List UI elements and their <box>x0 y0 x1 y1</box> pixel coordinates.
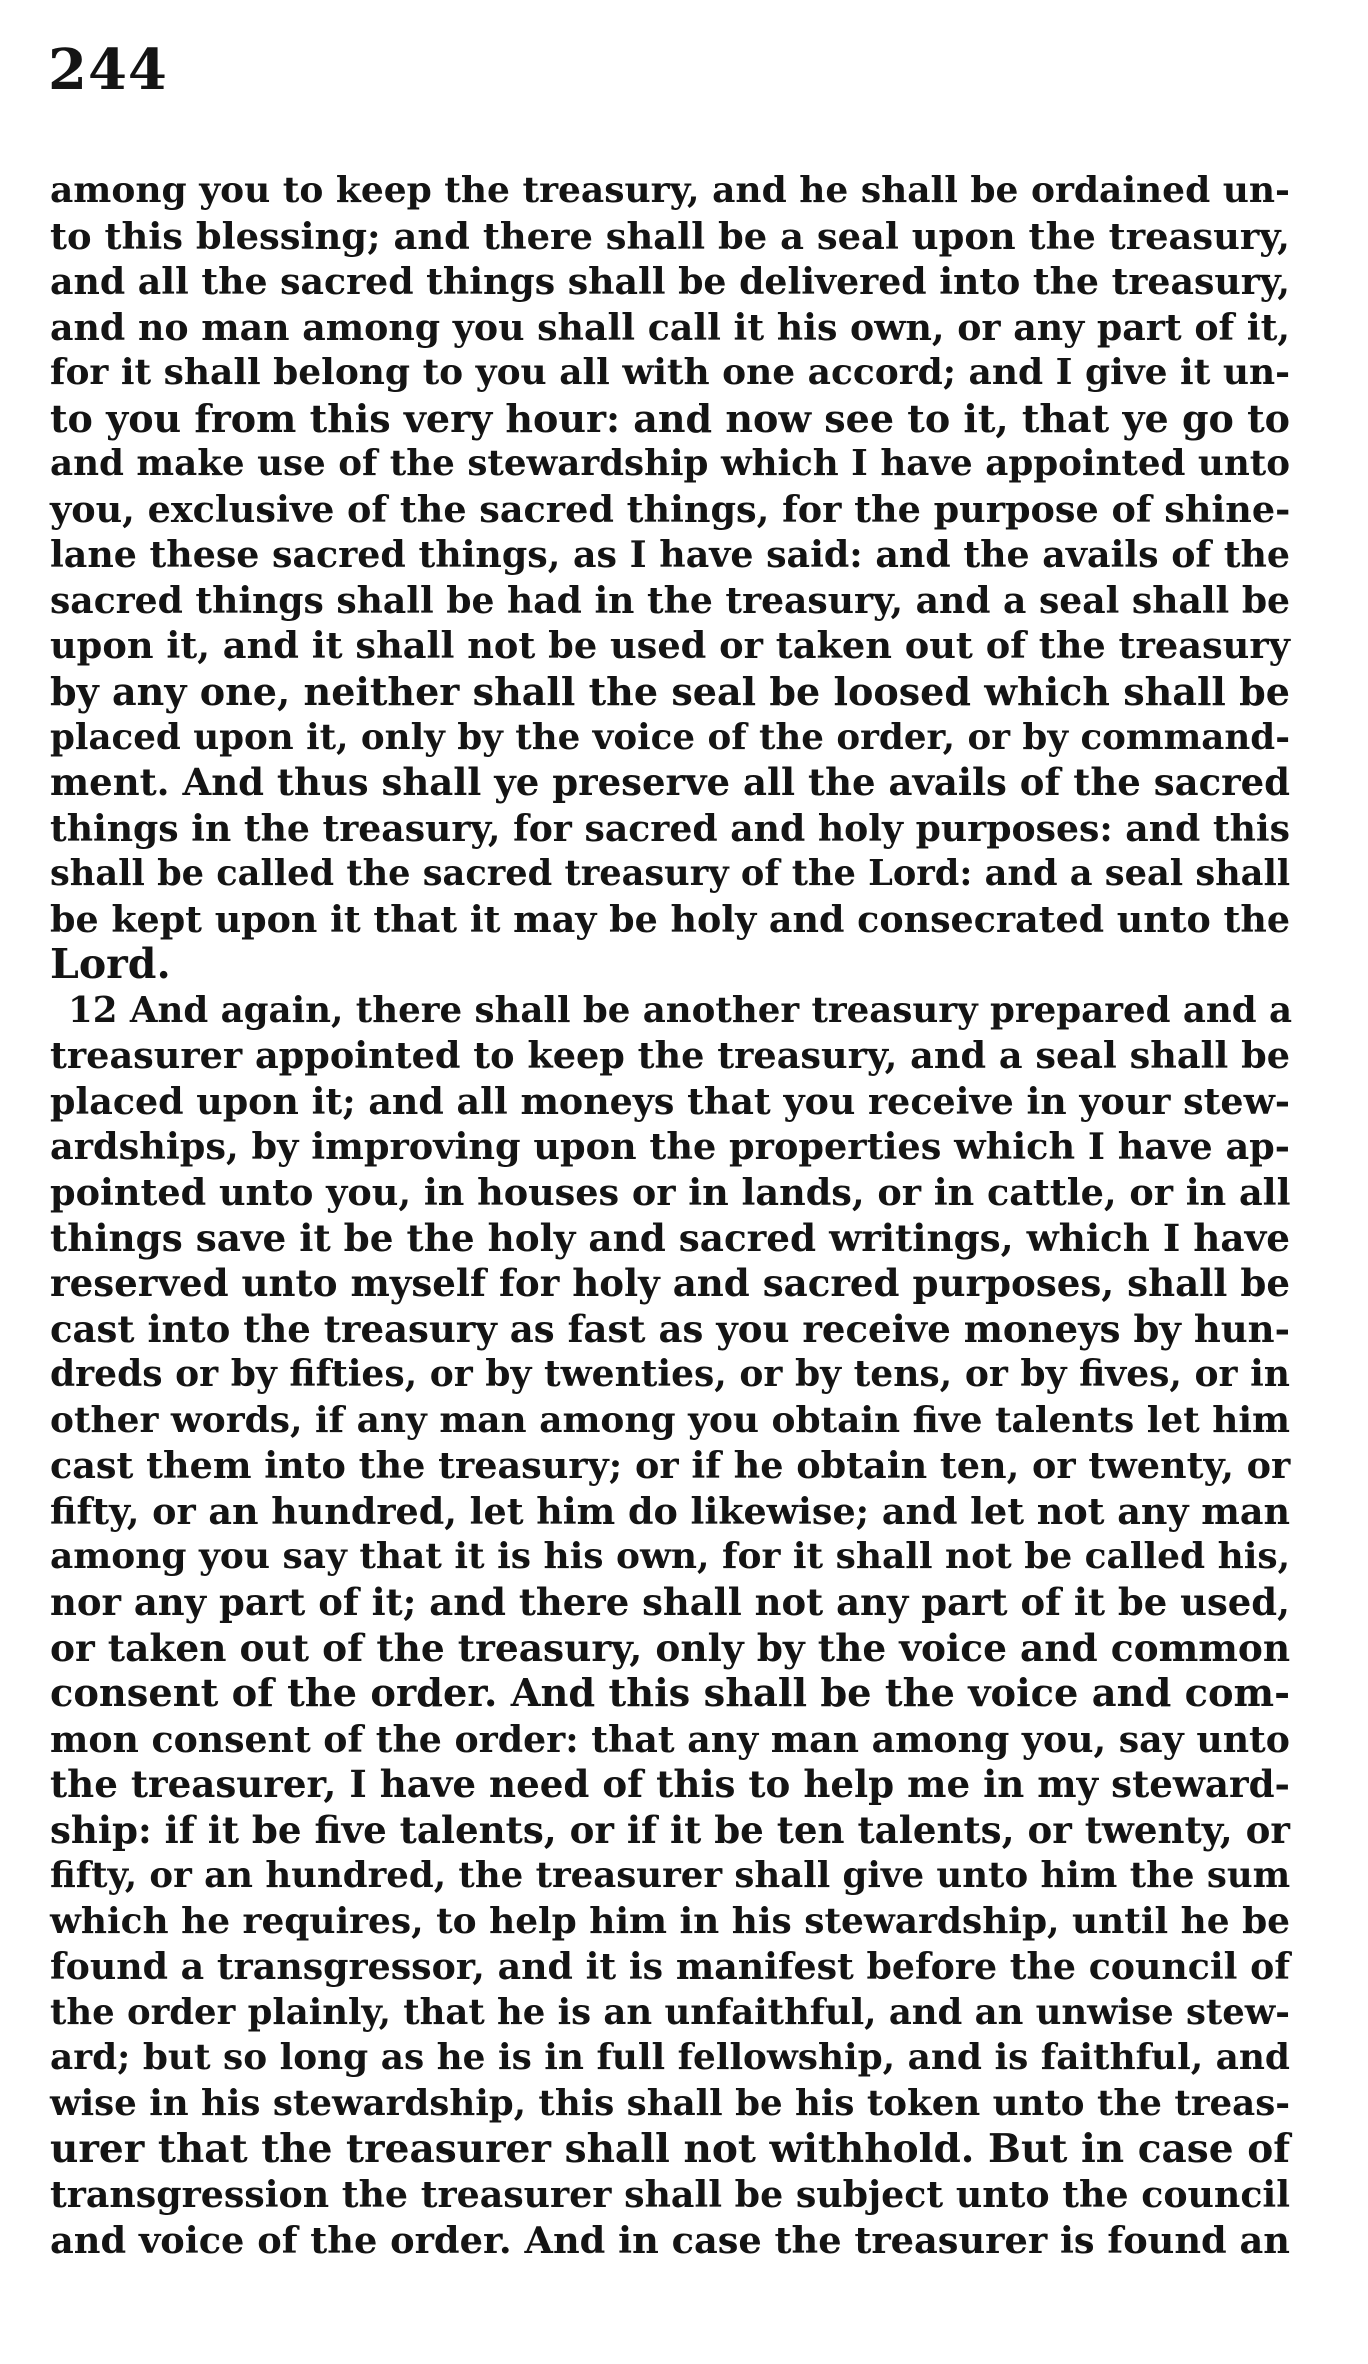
text-line: dreds or by fifties, or by twenties, or by tens, or by fives, or in <box>50 1353 1290 1396</box>
text-line: mon consent of the order: that any man among you, say unto <box>50 1717 1290 1761</box>
text-line: found a transgressor, and it is manifest before the council of <box>50 1945 1290 1989</box>
page-number: 244 <box>48 37 168 103</box>
text-line: fifty, or an hundred, the treasurer shall give unto him the sum <box>50 1855 1291 1897</box>
text-line: ardships, by improving upon the properties which I have ap- <box>50 1125 1290 1169</box>
text-line: for it shall belong to you all with one accord; and I give it un- <box>50 351 1290 394</box>
text-line: consent of the order. And this shall be the voice and com- <box>50 1671 1290 1717</box>
text-line: nor any part of it; and there shall not any part of it be used, <box>50 1579 1290 1624</box>
text-line: things in the treasury, for sacred and holy purposes: and this <box>50 806 1290 850</box>
text-line: sacred things shall be had in the treasury, and a seal shall be <box>50 578 1290 622</box>
text-line: among you say that it is his own, for it shall not be called his, <box>50 1535 1291 1578</box>
text-line: placed upon it, only by the voice of the order, or by command- <box>50 716 1290 758</box>
text-line: urer that the treasurer shall not withhold. But in case of <box>50 2125 1290 2172</box>
text-line: lane these sacred things, as I have said: and the avails of the <box>50 533 1290 577</box>
text-line: ment. And thus shall ye preserve all the avails of the sacred <box>50 760 1290 805</box>
text-line: or taken out of the treasury, only by the voice and common <box>50 1625 1291 1670</box>
text-line: reserved unto myself for holy and sacred purposes, shall be <box>50 1261 1290 1306</box>
text-line: Lord. <box>50 940 171 989</box>
text-line: cast into the treasury as fast as you receive moneys by hun- <box>50 1306 1290 1351</box>
text-line: and make use of the stewardship which I have appointed unto <box>50 443 1290 485</box>
text-line: ard; but so long as he is in full fellowship, and is faithful, and <box>50 2036 1290 2079</box>
text-line: wise in his stewardship, this shall be his token unto the treas- <box>50 2082 1290 2124</box>
text-line: to this blessing; and there shall be a seal upon the treasury, <box>50 213 1290 258</box>
text-line: the order plainly, that he is an unfaithful, and an unwise stew- <box>50 1991 1290 2033</box>
text-line: placed upon it; and all moneys that you receive in your stew- <box>50 1079 1290 1123</box>
text-line: by any one, neither shall the seal be loosed which shall be <box>50 669 1290 715</box>
text-line: among you to keep the treasury, and he shall be ordained un- <box>50 169 1290 211</box>
text-line: to you from this very hour: and now see to it, that ye go to <box>50 395 1290 441</box>
text-line: the treasurer, I have need of this to help me in my steward- <box>50 1762 1290 1807</box>
text-line: and voice of the order. And in case the treasurer is found an <box>50 2218 1290 2262</box>
text-line: and no man among you shall call it his own, or any part of it, <box>50 305 1290 349</box>
text-line: and all the sacred things shall be delivered into the treasury, <box>50 260 1290 304</box>
text-line: you, exclusive of the sacred things, for the purpose of shine- <box>50 487 1291 531</box>
text-line: upon it, and it shall not be used or taken out of the treasury <box>50 624 1290 668</box>
text-line: pointed unto you, in houses or in lands, or in cattle, or in all <box>50 1171 1291 1215</box>
text-line: ship: if it be five talents, or if it be ten talents, or twenty, or <box>50 1807 1290 1852</box>
text-line: fifty, or an hundred, let him do likewise; and let not any man <box>50 1489 1290 1533</box>
text-line: be kept upon it that it may be holy and consecrated unto the <box>50 897 1290 941</box>
text-line: cast them into the treasury; or if he obtain ten, or twenty, or <box>50 1444 1291 1488</box>
body-text <box>50 168 1293 2263</box>
paragraph-12-start: 12 And again, there shall be another treasury prepared and a <box>68 989 1293 1031</box>
text-line: shall be called the sacred treasury of the Lord: and a seal shall <box>50 853 1291 895</box>
text-line: which he requires, to help him in his stewardship, until he be <box>50 1899 1290 1942</box>
text-line: things save it be the holy and sacred writings, which I have <box>50 1215 1290 1260</box>
text-line: treasurer appointed to keep the treasury, and a seal shall be <box>50 1034 1290 1078</box>
text-line: transgression the treasurer shall be subject unto the council <box>50 2173 1290 2217</box>
text-line: other words, if any man among you obtain five talents let him <box>50 1398 1290 1441</box>
